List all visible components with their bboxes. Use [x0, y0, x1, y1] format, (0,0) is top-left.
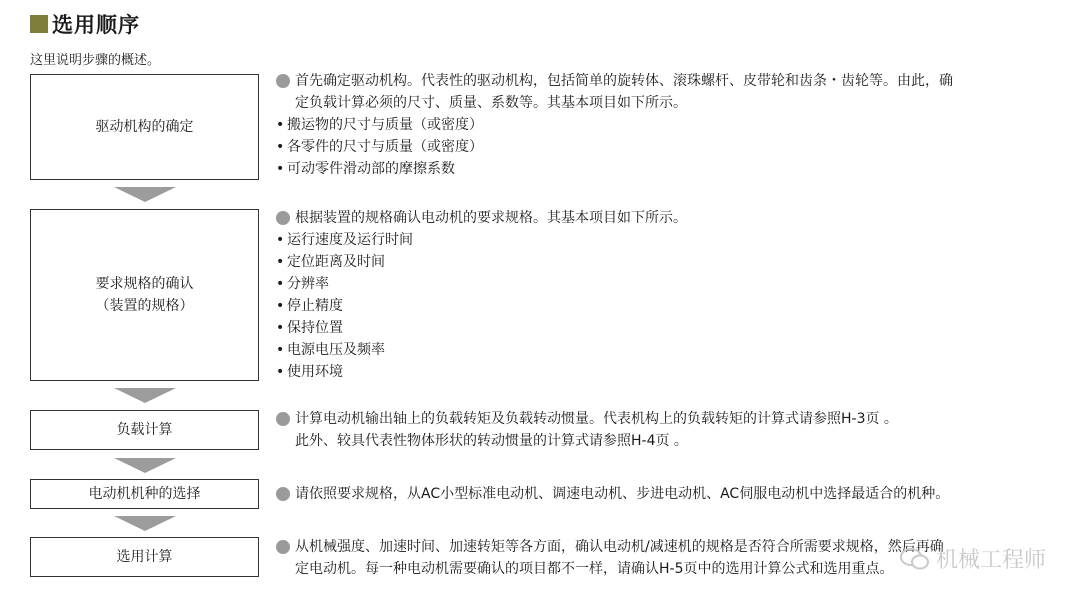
- list-item: • 可动零件滑动部的摩擦系数: [276, 161, 455, 177]
- step-description-drive-mechanism: [276, 70, 953, 180]
- step-box-label: 驱动机构的确定: [95, 119, 194, 135]
- page-title: 选用顺序: [52, 13, 140, 37]
- circle-bullet-icon: [276, 74, 290, 88]
- section-header: [30, 8, 140, 40]
- step-box-label: 负载计算: [116, 422, 173, 438]
- step-box-selection-calculation: [30, 537, 259, 577]
- lead-text: [276, 536, 944, 558]
- wechat-icon: [900, 547, 930, 571]
- step-box-label: 电动机机种的选择: [88, 486, 201, 502]
- list-item: • 定位距离及时间: [276, 254, 385, 270]
- list-item: • 电源电压及频率: [276, 342, 385, 358]
- watermark: [900, 543, 1046, 574]
- list-item: • 分辨率: [276, 276, 329, 292]
- lead-line: 首先确定驱动机构。代表性的驱动机构，包括简单的旋转体、滚珠螺杆、皮带轮和齿条・齿轮等。由此，确: [295, 73, 953, 89]
- list-item: • 保持位置: [276, 320, 343, 336]
- lead-text: [276, 70, 953, 92]
- step-box-sublabel: （装置的规格）: [95, 298, 194, 314]
- step-description-load-calculation: [276, 408, 898, 452]
- circle-bullet-icon: [276, 412, 290, 426]
- flow-arrow-icon: [114, 516, 176, 531]
- step-box-motor-type-selection: [30, 479, 259, 509]
- lead-line: 请依照要求规格，从AC小型标准电动机、调速电动机、步进电动机、AC伺服电动机中选择最适合的机种。: [295, 486, 950, 502]
- list-item: • 使用环境: [276, 364, 343, 380]
- step-description-requirement-spec: [276, 207, 687, 383]
- lead-text: [276, 483, 949, 505]
- circle-bullet-icon: [276, 487, 290, 501]
- step-box-drive-mechanism: [30, 74, 259, 180]
- list-item: • 各零件的尺寸与质量（或密度）: [276, 139, 483, 155]
- flow-arrow-icon: [114, 388, 176, 403]
- step-description-selection-calculation: [276, 536, 944, 580]
- title-marker-icon: [30, 15, 48, 33]
- step-box-label: 选用计算: [116, 549, 173, 565]
- intro-text: 这里说明步骤的概述。: [30, 53, 161, 68]
- lead-line: 此外、较具代表性物体形状的转动惯量的计算式请参照H-4页 。: [295, 433, 688, 449]
- flow-arrow-icon: [114, 187, 176, 202]
- lead-text: [276, 207, 687, 229]
- step-box-load-calculation: [30, 410, 259, 450]
- step-description-motor-type-selection: [276, 483, 949, 505]
- circle-bullet-icon: [276, 540, 290, 554]
- watermark-text: 机械工程师: [935, 548, 1046, 573]
- circle-bullet-icon: [276, 211, 290, 225]
- lead-line: 定电动机。每一种电动机需要确认的项目都不一样，请确认H-5页中的选用计算公式和选用重点。: [295, 561, 894, 577]
- lead-line: 根据装置的规格确认电动机的要求规格。其基本项目如下所示。: [295, 210, 687, 226]
- flow-arrow-icon: [114, 458, 176, 473]
- step-box-label: 要求规格的确认: [95, 276, 194, 292]
- lead-line: 计算电动机输出轴上的负载转矩及负载转动惯量。代表机构上的负载转矩的计算式请参照H-3页 。: [295, 411, 898, 427]
- lead-line: 从机械强度、加速时间、加速转矩等各方面，确认电动机/减速机的规格是否符合所需要求规格，然后再确: [295, 539, 944, 555]
- list-item: • 停止精度: [276, 298, 343, 314]
- lead-line: 定负载计算必须的尺寸、质量、系数等。其基本项目如下所示。: [295, 95, 687, 111]
- lead-text: [276, 408, 898, 430]
- step-box-requirement-spec: [30, 209, 259, 381]
- list-item: • 搬运物的尺寸与质量（或密度）: [276, 117, 483, 133]
- list-item: • 运行速度及运行时间: [276, 232, 413, 248]
